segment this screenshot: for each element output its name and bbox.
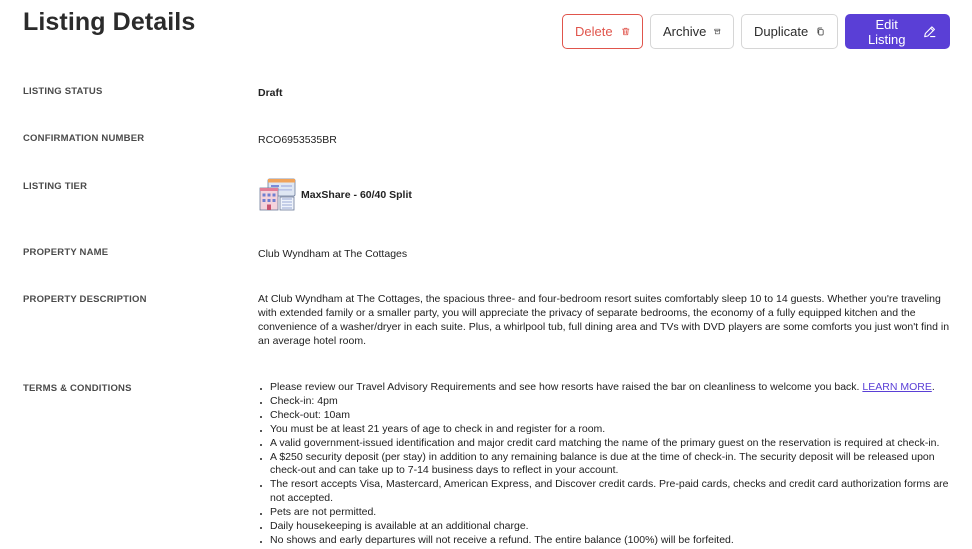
duplicate-button-label: Duplicate [754,24,809,39]
listing-tier-value [258,178,950,212]
listing-tier-label: LISTING TIER [23,181,88,192]
learn-more-link[interactable]: LEARN MORE [862,381,932,393]
archive-button-label: Archive [663,24,707,39]
listing-tier-text: MaxShare - 60/40 Split [301,189,412,201]
terms-list [258,381,950,548]
listing-status-value: Draft [258,87,283,99]
list-item: • No shows and early departures will not receive a refund. The entire balance (100%) will be forfeited. [270,534,950,548]
terms-conditions-value [258,381,950,548]
trash-icon [621,24,630,39]
delete-button-label: Delete [575,24,613,39]
listing-status-label: LISTING STATUS [23,86,103,97]
list-item: • Pets are not permitted. [270,506,950,520]
list-item: • Please review our Travel Advisory Requirements and see how resorts have raised the bar on cleanliness to welcome you back. LEARN MORE. [270,381,950,395]
property-description-value: At Club Wyndham at The Cottages, the spacious three- and four-bedroom resort suites comfortably sleep 10 to 14 guests. Whether you're traveling with extended family or a smaller party, you will appreciate the privacy of separate bedrooms, the economy of a fully equipped kitchen and the convenience of a washer/dryer in each suite. Plus, a whirlpool tub, full dining area and TVs with DVD players are some comforts you just won't find in an average hotel room. [258,293,950,347]
edit-listing-button-label: Edit Listing [867,16,906,47]
list-item: • A $250 security deposit (per stay) in addition to any remaining balance is due at the time of check-in. The security deposit will be released upon check-out and can take up to 7-14 business days to reflect in your account. [270,451,950,479]
list-item: • Daily housekeeping is available at an additional charge. [270,520,950,534]
page-title: Listing Details [23,8,196,36]
confirmation-number-label: CONFIRMATION NUMBER [23,133,145,144]
confirmation-number-value: RCO6953535BR [258,134,337,146]
list-item: • A valid government-issued identification and major credit card matching the name of the primary guest on the reservation is required at check-in. [270,437,950,451]
property-name-label: PROPERTY NAME [23,247,109,258]
list-item: • You must be at least 21 years of age to check in and register for a room. [270,423,950,437]
archive-button[interactable] [650,14,734,49]
pencil-icon [923,24,937,39]
copy-icon [816,24,825,39]
terms-first-item-text: Please review our Travel Advisory Requirements and see how resorts have raised the bar on cleanliness to welcome you back. [270,381,863,393]
list-item: • Check-out: 10am [270,409,950,423]
property-description-label: PROPERTY DESCRIPTION [23,294,147,305]
duplicate-button[interactable] [741,14,838,49]
archive-box-icon [714,24,721,39]
delete-button[interactable] [562,14,643,49]
edit-listing-button[interactable] [845,14,950,49]
property-name-value: Club Wyndham at The Cottages [258,248,408,260]
list-item: • The resort accepts Visa, Mastercard, American Express, and Discover credit cards. Pre-paid cards, checks and credit card authorization forms are not accepted. [270,478,950,506]
terms-conditions-label: TERMS & CONDITIONS [23,383,132,394]
action-toolbar [562,14,950,49]
list-item: • Check-in: 4pm [270,395,950,409]
building-illustration-icon [258,178,296,212]
